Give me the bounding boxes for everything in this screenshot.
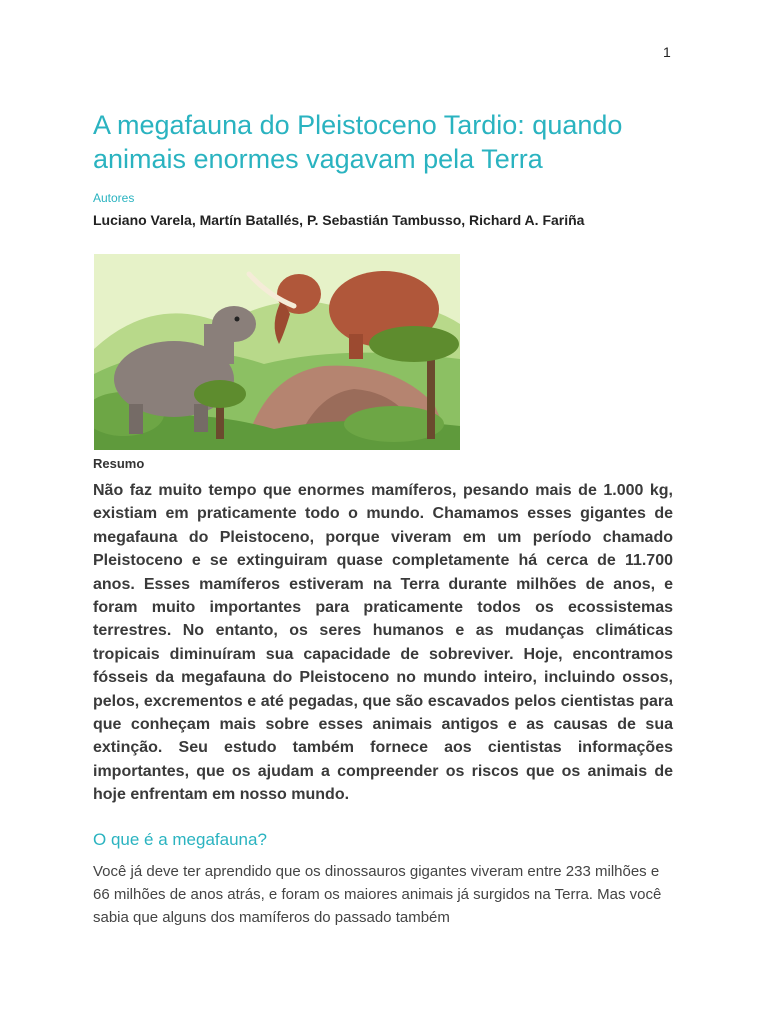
authors-label: Autores [93,191,135,205]
rhino-neck [204,324,234,364]
megafauna-illustration-icon [94,254,460,450]
mammoth-leg-1 [349,334,363,359]
tree-right-crown [369,326,459,362]
megafauna-illustration [94,254,460,450]
rhino-leg-2 [194,404,208,432]
summary-text: Não faz muito tempo que enormes mamíferos, pesando mais de 1.000 kg, existiam em praticamente todo o mundo. Chamamos esses gigantes de megafauna do Pleistoceno, porque viveram em um período chamado Pleistoceno e se extinguiram quase completamente há cerca de 11.700 anos. Esses mamíferos estiveram na Terra durante milhões de anos, e foram muito importantes para praticamente todos os ecossistemas terrestres. No entanto, os seres humanos e as mudanças climáticas tropicais diminuíram sua capacidade de sobreviver. Hoje, encontramos fósseis da megafauna do Pleistoceno no mundo inteiro, incluindo ossos, pelos, excrementos e até pegadas, que são escavados pelos cientistas para que conheçam mais sobre esses animais antigos e as causas de sua extinção. Seu estudo também fornece aos cientistas informações importantes, que os ajudam a compreender os riscos que os animais de hoje enfrentam em nosso mundo. [93,482,673,804]
tree-right-trunk [427,349,435,439]
tree-left-crown [194,380,246,408]
authors-list: Luciano Varela, Martín Batallés, P. Sebastián Tambusso, Richard A. Fariña [93,212,585,228]
rhino-leg-1 [129,404,143,434]
article-title: A megafauna do Pleistoceno Tardio: quando animais enormes vagavam pela Terra [93,110,623,174]
page-number: 1 [663,44,671,60]
section-text: Você já deve ter aprendido que os dinossauros gigantes viveram entre 233 milhões e 66 milhões de anos atrás, e foram os maiores animais já surgidos na Terra. Mas você sabia que alguns dos mamíferos do passado também [93,863,662,926]
rhino-eye [235,317,240,322]
section-heading: O que é a megafauna? [93,830,267,849]
summary-label: Resumo [93,456,145,471]
